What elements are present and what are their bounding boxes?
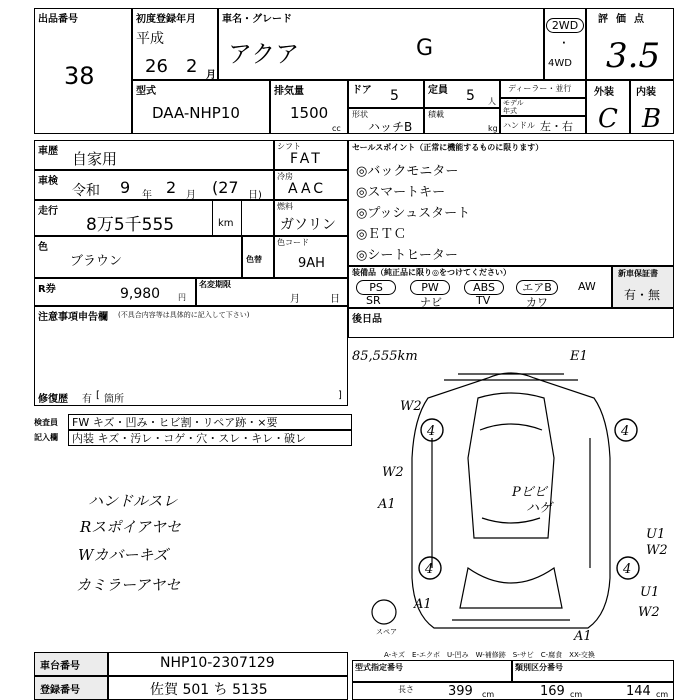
spare-label: スペア — [376, 628, 397, 636]
repair-bracket-close: ] — [338, 390, 342, 401]
recycle-label: R券 — [38, 284, 56, 295]
color-code-value: 9AH — [298, 256, 325, 271]
diagram-mark-u1-right: U1 — [646, 527, 666, 542]
recycle-value: 9,980 — [120, 286, 161, 302]
diagram-mark-p-bibi: Pビビ — [512, 485, 547, 500]
car-name: アクア — [228, 40, 300, 68]
inspector-row2-label: 記入欄 — [34, 433, 58, 442]
dealer-label: ディーラー・並行 — [508, 84, 572, 93]
dims-width-unit: cm — [656, 690, 669, 699]
warranty-label: 新車保証書 — [618, 269, 658, 278]
chassis-label: 車台番号 — [40, 661, 80, 672]
fuel-value: ガソリン — [280, 217, 336, 233]
capacity-label: 定員 — [428, 85, 448, 96]
first-reg-month-unit: 月 — [206, 70, 216, 81]
inspector-row1-label: 検査員 — [34, 418, 58, 427]
drive-2wd-circled: 2WD — [546, 18, 584, 33]
windshield — [480, 424, 542, 430]
color-label: 色 — [38, 242, 48, 253]
shift-value: FAT — [290, 151, 323, 167]
car-name-label: 車名・グレード — [222, 14, 292, 25]
class-number-label: 類別区分番号 — [515, 663, 563, 672]
cabin-outline — [468, 393, 554, 538]
exterior-value: C — [598, 104, 618, 134]
dims-length-unit: cm — [482, 690, 495, 699]
spare-tire — [372, 600, 396, 624]
repaint-label: 色替 — [246, 255, 262, 264]
equip-abs: ABS — [464, 280, 504, 295]
exterior-label: 外装 — [594, 87, 614, 98]
mileage-value: 8万5千555 — [86, 215, 175, 235]
diagram-mark-w2-top: W2 — [400, 399, 422, 414]
later-items-label: 後日品 — [352, 314, 382, 325]
inspection-era: 令和 — [72, 183, 100, 199]
front-bumper — [444, 374, 578, 380]
repair-bracket-open: [ — [96, 390, 100, 401]
repair-value: 有 — [82, 394, 92, 405]
sales-point-5: ◎シートヒーター — [356, 248, 458, 263]
registration-value: 佐賀 501 ち 5135 — [150, 682, 268, 698]
sales-point-1: ◎バックモニター — [356, 164, 459, 179]
equip-leather: カワ — [526, 296, 548, 309]
first-reg-year: 26 — [145, 56, 168, 77]
first-reg-label: 初度登録年月 — [136, 14, 196, 25]
model-year-label-2: 年式 — [503, 107, 517, 115]
drive-dot: · — [562, 38, 566, 49]
dims-height-unit: cm — [570, 690, 583, 699]
inspection-day-unit: 日) — [248, 190, 262, 201]
aircon-value: AAC — [288, 181, 327, 197]
load-label: 積載 — [428, 110, 444, 119]
car-grade: G — [416, 36, 434, 61]
inspection-year-unit: 年 — [142, 190, 152, 201]
recycle-cell — [34, 278, 196, 306]
equipment-label: 装備品（純正品に限り◎をつけてください） — [352, 268, 511, 277]
handwritten-note-1: ハンドルスレ — [88, 492, 178, 510]
registration-label: 登録番号 — [40, 685, 80, 696]
name-change-label: 名変期限 — [199, 280, 231, 289]
interior-value: B — [642, 104, 662, 134]
sales-point-2: ◎スマートキー — [356, 185, 446, 200]
capacity-value: 5 — [466, 88, 475, 104]
handle-value: 左・右 — [540, 120, 573, 133]
spec-number-label: 型式指定番号 — [355, 663, 403, 672]
notes-sub: (不具合内容等は具体的に記入して下さい) — [118, 311, 250, 319]
dims-width-value: 144 — [626, 684, 651, 699]
equip-aw: AW — [578, 280, 596, 293]
diagram-mark-a1-left: A1 — [378, 497, 396, 512]
repair-suffix: 箇所 — [104, 394, 124, 405]
equip-ps: PS — [356, 280, 396, 295]
car-damage-diagram — [348, 338, 674, 648]
sales-point-4: ◎ＥＴＣ — [356, 227, 407, 242]
damage-legend: A-キズ E-エクボ U-凹み W-補修跡 S-サビ C-腐食 XX-交換 — [384, 651, 595, 659]
later-items-box — [348, 308, 674, 338]
inspector-row2-text: 内装 キズ・汚レ・コゲ・穴・スレ・キレ・破レ — [72, 432, 307, 445]
sales-point-3: ◎プッシュスタート — [356, 206, 471, 221]
chassis-value: NHP10-2307129 — [160, 655, 275, 671]
displacement-label: 排気量 — [274, 86, 304, 97]
displacement-unit: cc — [332, 124, 341, 133]
handwritten-note-2: Rスポイアヤセ — [80, 518, 181, 536]
mileage-label: 走行 — [38, 206, 58, 217]
model-year-label-1: モデル — [503, 99, 524, 107]
inspection-label: 車検 — [38, 176, 58, 187]
equip-sr: SR — [366, 294, 381, 307]
equip-airbag: エアB — [516, 280, 558, 295]
history-cell — [34, 140, 274, 170]
handwritten-note-3: Wカバーキズ — [78, 546, 169, 564]
mileage-unit: km — [218, 218, 234, 229]
shift-label: シフト — [277, 142, 301, 151]
car-body-outline — [412, 373, 610, 628]
inspector-row1-text: FW キズ・凹み・ヒビ割・リペア跡・×要 — [72, 416, 278, 429]
diagram-odometer-note: 85,555km — [352, 349, 418, 364]
history-label: 車歴 — [38, 146, 58, 157]
lot-number: 38 — [64, 62, 95, 90]
shape-label: 形状 — [352, 110, 368, 119]
rear-section — [460, 568, 562, 608]
grade-label: 評価点 — [598, 14, 652, 25]
dims-length-value: 399 — [448, 684, 473, 699]
color-cell — [34, 236, 242, 278]
rear-window — [482, 518, 540, 523]
diagram-mark-hage: ハゲ — [526, 501, 553, 516]
model-label: 型式 — [136, 86, 156, 97]
inspection-month-unit: 月 — [186, 190, 196, 201]
equip-pw: PW — [410, 280, 450, 295]
diagram-mark-4-fr: 4 — [621, 424, 630, 439]
fuel-label: 燃料 — [277, 202, 293, 211]
notes-label: 注意事項申告欄 — [38, 312, 108, 323]
equip-navi: ナビ — [420, 296, 442, 309]
diagram-mark-4-rr: 4 — [623, 562, 632, 577]
inspection-year: 9 — [120, 178, 131, 197]
repair-label: 修復歴 — [38, 394, 68, 405]
grade-value: 3.5 — [606, 36, 661, 76]
warranty-value: 有・無 — [624, 288, 661, 302]
aircon-label: 冷房 — [277, 172, 293, 181]
lot-label: 出品番号 — [38, 14, 78, 25]
handle-label: ハンドル — [503, 121, 535, 130]
interior-label: 内装 — [636, 87, 656, 98]
color-value: ブラウン — [70, 254, 123, 269]
history-value: 自家用 — [72, 150, 118, 168]
diagram-mark-w2-left: W2 — [382, 465, 404, 480]
model-value: DAA-NHP10 — [152, 104, 240, 122]
doors-label: ドア — [352, 85, 372, 96]
name-change-day: 日 — [330, 294, 340, 305]
shape-value: ハッチB — [368, 120, 413, 134]
inspection-day: (27 — [212, 178, 239, 197]
dims-height-value: 169 — [540, 684, 565, 699]
diagram-mark-a1-bottom: A1 — [574, 629, 592, 644]
diagram-mark-w2-right: W2 — [646, 543, 668, 558]
handwritten-note-4: カミラーアヤセ — [76, 576, 181, 594]
dims-length-label: 長さ — [398, 685, 414, 694]
diagram-mark-4-fl: 4 — [427, 424, 436, 439]
diagram-mark-4-rl: 4 — [425, 562, 434, 577]
drive-4wd: 4WD — [548, 58, 572, 69]
doors-value: 5 — [390, 88, 399, 104]
capacity-unit: 人 — [488, 97, 496, 106]
first-reg-era: 平成 — [136, 31, 164, 47]
equip-tv: TV — [476, 294, 491, 307]
inspection-month: 2 — [166, 178, 177, 197]
diagram-mark-w2-bottom-right: W2 — [638, 605, 660, 620]
first-reg-month: 2 — [186, 56, 198, 77]
load-unit: kg — [488, 124, 498, 133]
diagram-mark-e1: E1 — [570, 349, 588, 364]
name-change-month: 月 — [290, 294, 300, 305]
displacement-value: 1500 — [290, 104, 329, 122]
sales-points-label: セールスポイント（正常に機能するものに限ります） — [352, 143, 544, 152]
diagram-mark-u1-bottom-right: U1 — [640, 585, 660, 600]
diagram-mark-a1-bottom-left: A1 — [414, 597, 432, 612]
color-code-label: 色コード — [277, 238, 309, 247]
recycle-unit: 円 — [178, 293, 186, 302]
